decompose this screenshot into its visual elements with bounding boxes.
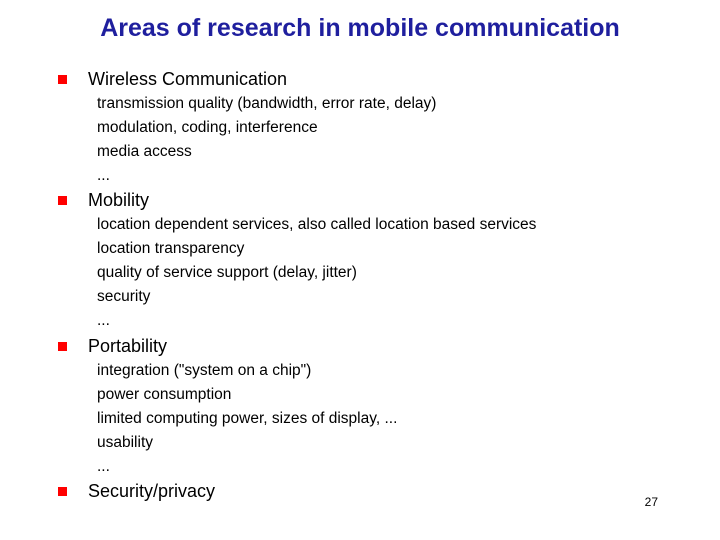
section-mobility [58, 187, 536, 333]
list-item: location dependent services, also called location based services [97, 216, 537, 233]
section-label: Portability [88, 335, 168, 356]
section-header [58, 478, 215, 504]
page-number: 27 [644, 495, 658, 509]
slide-title: Areas of research in mobile communication [100, 14, 620, 42]
square-bullet-icon [58, 342, 67, 351]
square-bullet-icon [58, 487, 67, 496]
list-item: modulation, coding, interference [97, 119, 318, 136]
square-bullet-icon [58, 196, 67, 205]
sub-item-list [97, 92, 436, 188]
section-security-privacy [58, 478, 215, 504]
list-item: quality of service support (delay, jitter) [97, 264, 357, 281]
list-item: integration ("system on a chip") [97, 362, 312, 379]
section-header [58, 66, 436, 92]
list-item: transmission quality (bandwidth, error rate, delay) [97, 95, 437, 112]
list-item: usability [97, 434, 153, 451]
section-label: Security/privacy [88, 480, 216, 501]
section-header [58, 187, 536, 213]
section-wireless-communication [58, 66, 436, 188]
list-item: power consumption [97, 386, 232, 403]
list-item: ... [97, 312, 110, 329]
list-item: security [97, 288, 151, 305]
sub-item-list [97, 213, 536, 333]
section-label: Wireless Communication [88, 68, 288, 89]
square-bullet-icon [58, 75, 67, 84]
list-item: ... [97, 458, 110, 475]
list-item: location transparency [97, 240, 245, 257]
list-item: limited computing power, sizes of display, ... [97, 410, 398, 427]
sub-item-list [97, 359, 397, 479]
section-portability [58, 333, 397, 479]
section-header [58, 333, 397, 359]
list-item: ... [97, 167, 110, 184]
section-label: Mobility [88, 189, 150, 210]
list-item: media access [97, 143, 192, 160]
